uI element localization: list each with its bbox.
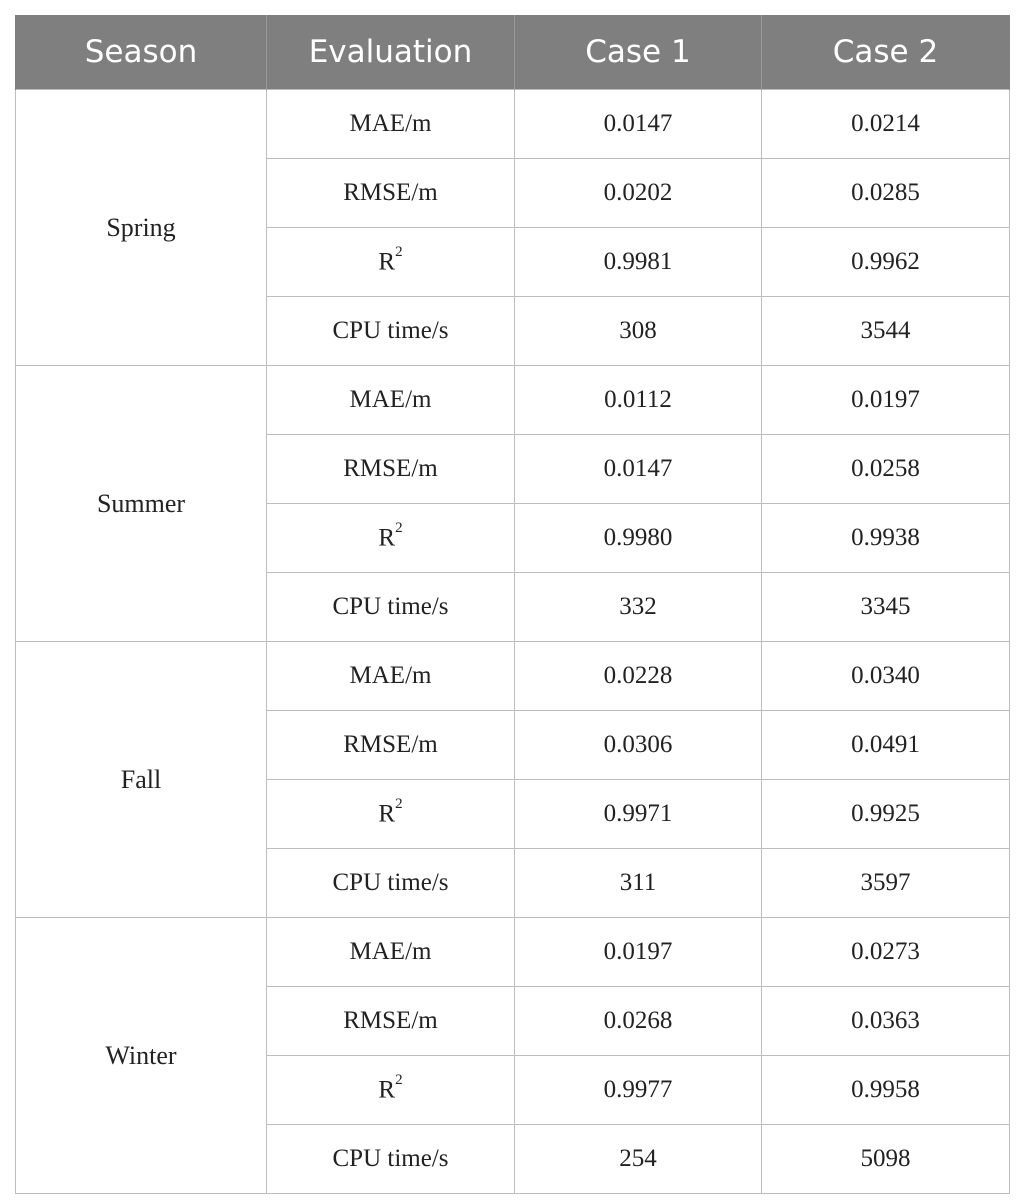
case-1-cell: 0.9981 bbox=[515, 228, 762, 297]
case-1-cell: 332 bbox=[515, 573, 762, 642]
case-1-cell: 311 bbox=[515, 849, 762, 918]
case-2-cell: 0.9962 bbox=[762, 228, 1010, 297]
case-1-cell: 254 bbox=[515, 1125, 762, 1194]
case-2-cell: 5098 bbox=[762, 1125, 1010, 1194]
metric-cell: MAE/m bbox=[267, 90, 515, 159]
season-cell: Spring bbox=[16, 90, 267, 366]
metric-base: R bbox=[378, 524, 396, 552]
table-header bbox=[16, 15, 1010, 90]
case-2-cell: 3597 bbox=[762, 849, 1010, 918]
metric-cell bbox=[267, 228, 515, 297]
metric-cell: CPU time/s bbox=[267, 849, 515, 918]
case-1-cell: 0.0202 bbox=[515, 159, 762, 228]
metric-cell bbox=[267, 780, 515, 849]
metric-cell: MAE/m bbox=[267, 366, 515, 435]
metric-cell: MAE/m bbox=[267, 918, 515, 987]
header-case-1: Case 1 bbox=[515, 15, 762, 90]
season-cell: Fall bbox=[16, 642, 267, 918]
table-row bbox=[16, 918, 1010, 987]
season-cell: Summer bbox=[16, 366, 267, 642]
case-2-cell: 0.0273 bbox=[762, 918, 1010, 987]
metric-superscript: 2 bbox=[395, 243, 403, 260]
case-1-cell: 0.0268 bbox=[515, 987, 762, 1056]
case-2-cell: 0.0285 bbox=[762, 159, 1010, 228]
case-2-cell: 0.0197 bbox=[762, 366, 1010, 435]
case-2-cell: 3544 bbox=[762, 297, 1010, 366]
metric-cell: CPU time/s bbox=[267, 1125, 515, 1194]
results-table bbox=[15, 15, 1010, 1194]
metric-cell: RMSE/m bbox=[267, 987, 515, 1056]
case-2-cell: 0.0491 bbox=[762, 711, 1010, 780]
metric-superscript: 2 bbox=[395, 519, 403, 536]
case-2-cell: 0.0363 bbox=[762, 987, 1010, 1056]
metric-cell bbox=[267, 504, 515, 573]
case-1-cell: 0.0147 bbox=[515, 435, 762, 504]
case-2-cell: 0.0258 bbox=[762, 435, 1010, 504]
metric-superscript: 2 bbox=[395, 1071, 403, 1088]
metric-cell: CPU time/s bbox=[267, 573, 515, 642]
header-season: Season bbox=[16, 15, 267, 90]
case-2-cell: 0.0340 bbox=[762, 642, 1010, 711]
table-row bbox=[16, 366, 1010, 435]
metric-cell: RMSE/m bbox=[267, 159, 515, 228]
case-1-cell: 0.0147 bbox=[515, 90, 762, 159]
metric-cell: CPU time/s bbox=[267, 297, 515, 366]
table-row bbox=[16, 642, 1010, 711]
metric-cell bbox=[267, 1056, 515, 1125]
metric-base: R bbox=[378, 800, 396, 828]
metric-base: R bbox=[378, 248, 396, 276]
case-2-cell: 0.9938 bbox=[762, 504, 1010, 573]
case-1-cell: 0.9977 bbox=[515, 1056, 762, 1125]
case-1-cell: 0.0228 bbox=[515, 642, 762, 711]
case-2-cell: 0.9958 bbox=[762, 1056, 1010, 1125]
table-row bbox=[16, 90, 1010, 159]
case-2-cell: 3345 bbox=[762, 573, 1010, 642]
metric-cell: RMSE/m bbox=[267, 435, 515, 504]
table-body bbox=[16, 90, 1010, 1194]
case-1-cell: 0.0306 bbox=[515, 711, 762, 780]
metric-base: R bbox=[378, 1076, 396, 1104]
header-evaluation: Evaluation bbox=[267, 15, 515, 90]
case-1-cell: 0.9971 bbox=[515, 780, 762, 849]
header-case-2: Case 2 bbox=[762, 15, 1010, 90]
case-1-cell: 0.0112 bbox=[515, 366, 762, 435]
season-cell: Winter bbox=[16, 918, 267, 1194]
metric-cell: MAE/m bbox=[267, 642, 515, 711]
case-1-cell: 308 bbox=[515, 297, 762, 366]
metric-superscript: 2 bbox=[395, 795, 403, 812]
case-2-cell: 0.0214 bbox=[762, 90, 1010, 159]
case-2-cell: 0.9925 bbox=[762, 780, 1010, 849]
case-1-cell: 0.9980 bbox=[515, 504, 762, 573]
header-row bbox=[16, 15, 1010, 90]
case-1-cell: 0.0197 bbox=[515, 918, 762, 987]
metric-cell: RMSE/m bbox=[267, 711, 515, 780]
